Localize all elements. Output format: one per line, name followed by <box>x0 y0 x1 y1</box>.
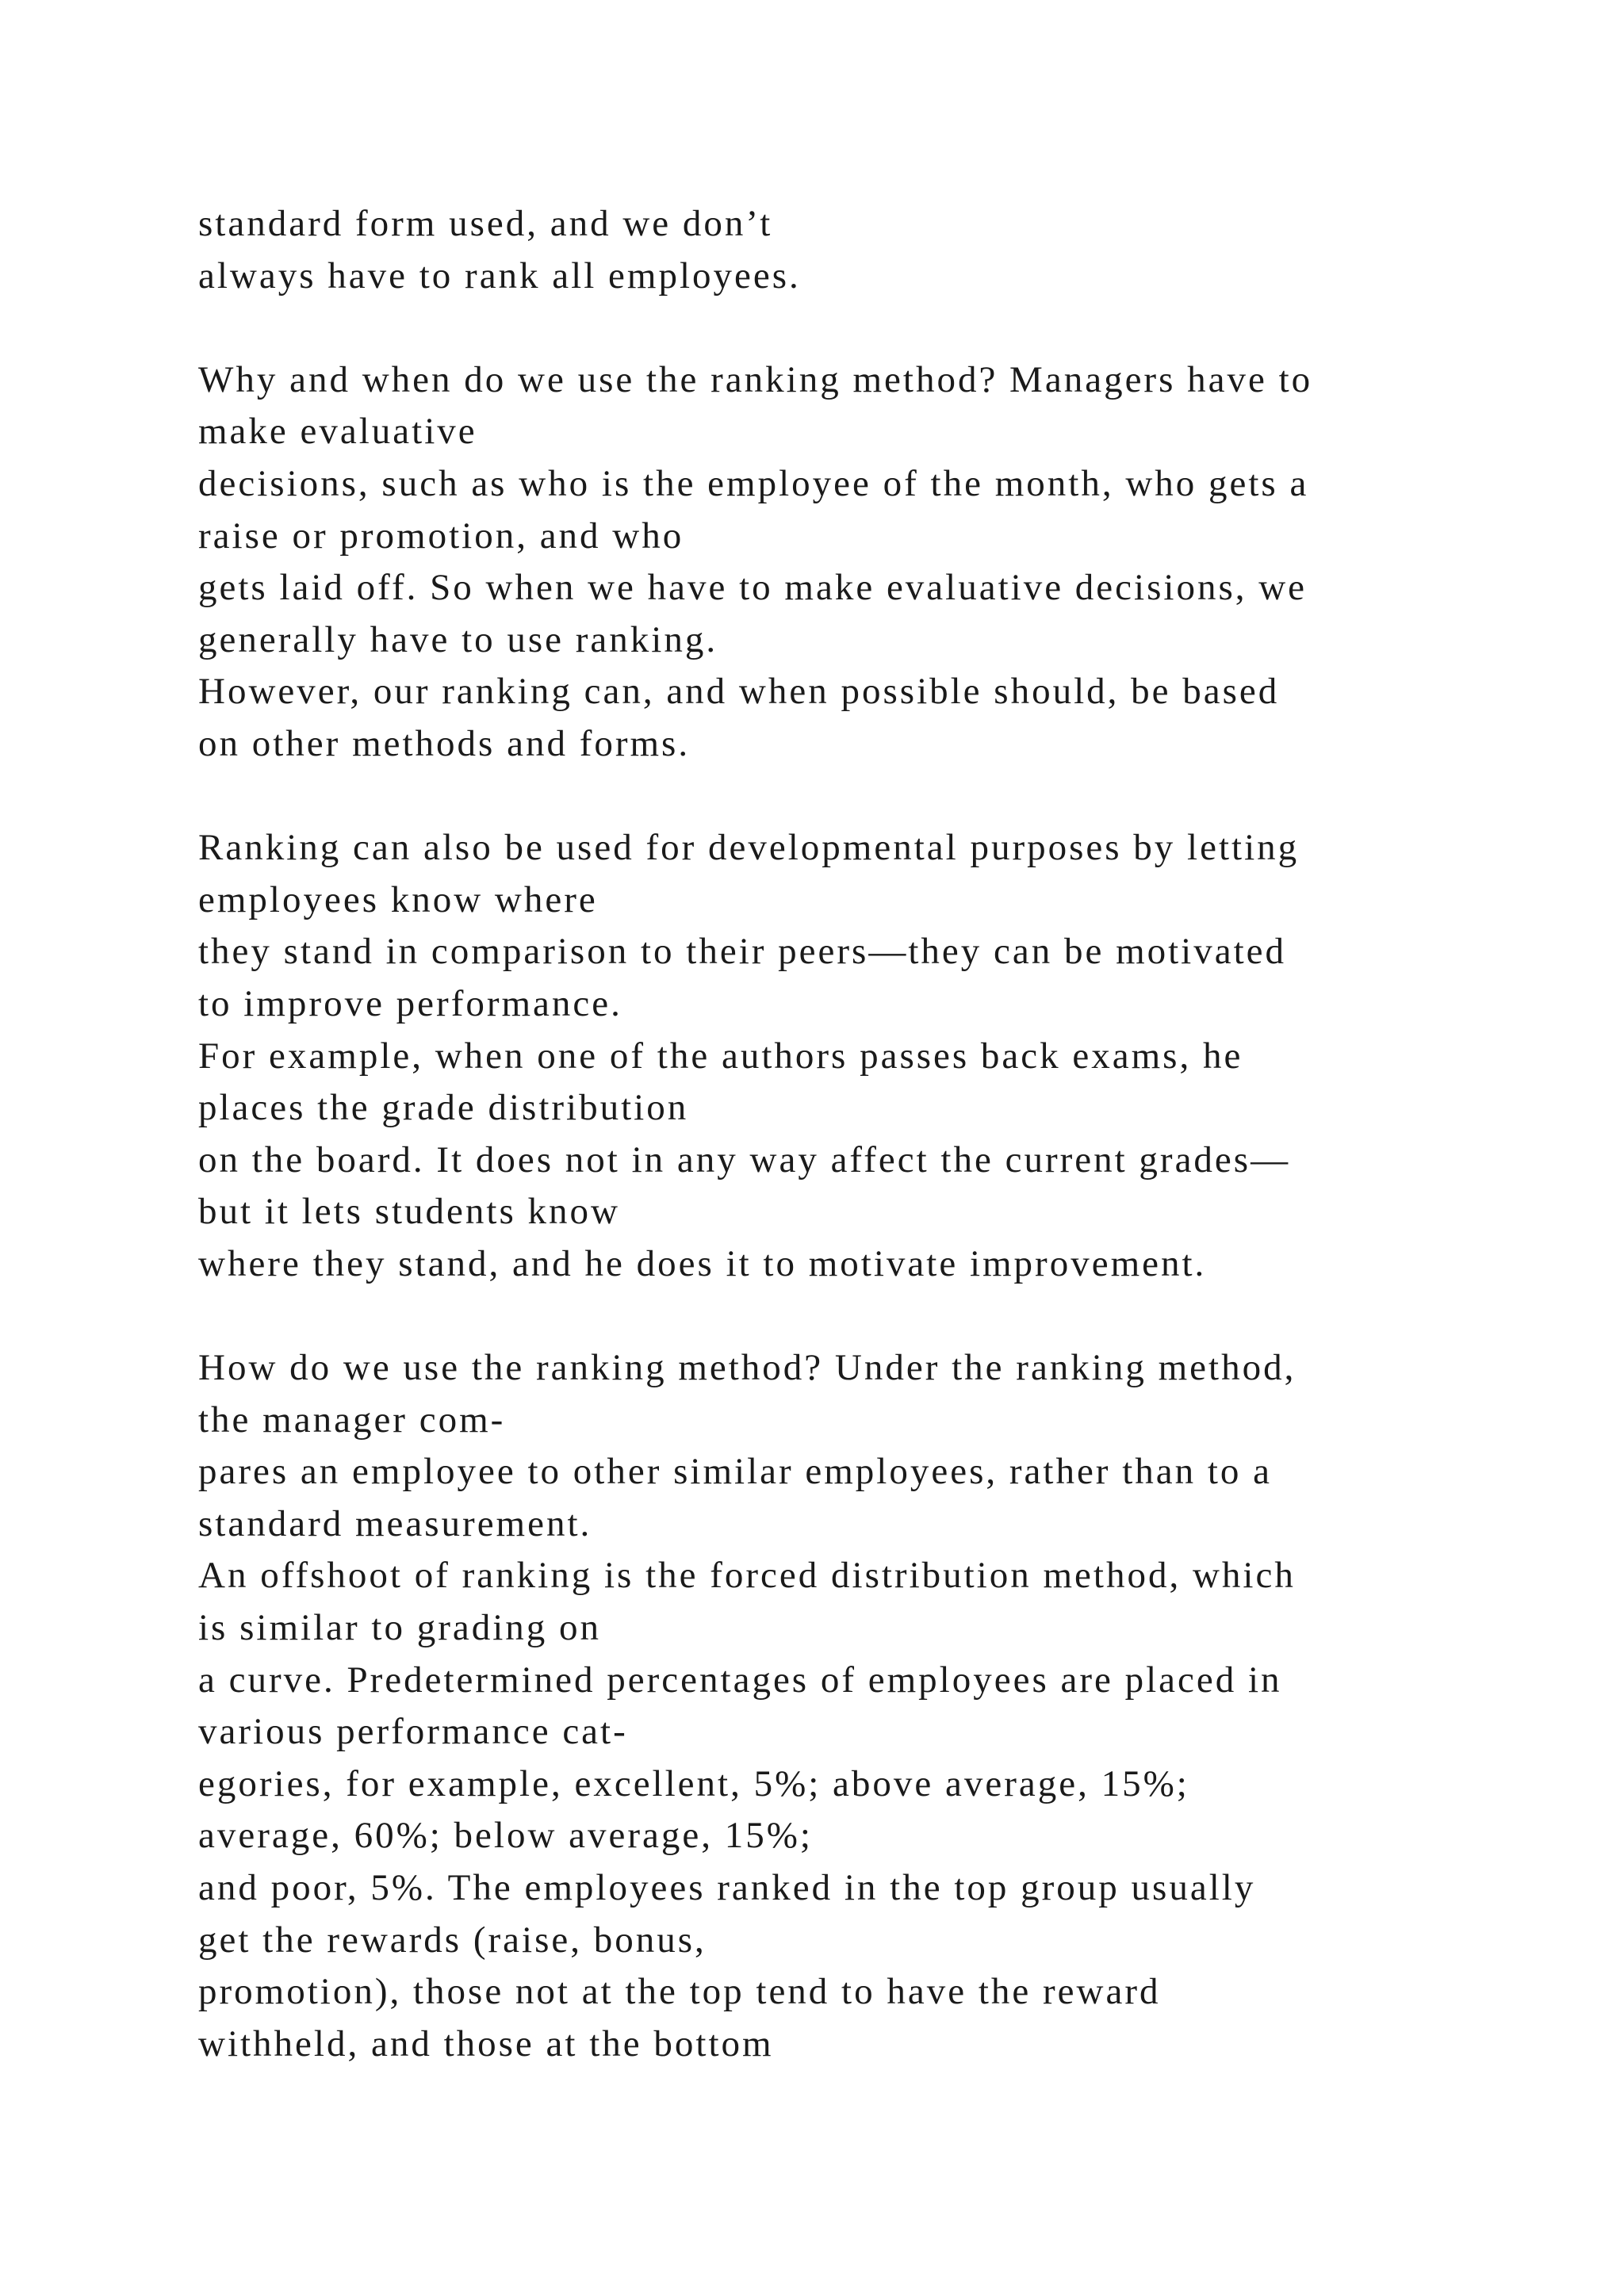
text-line: make evaluative <box>198 411 477 453</box>
text-line: decisions, such as who is the employee of the month, who gets a <box>198 462 1309 504</box>
text-line: Ranking can also be used for developmental purposes by letting <box>198 827 1300 869</box>
text-line: standard measurement. <box>198 1502 592 1544</box>
text-line: they stand in comparison to their peers—they can be motivated <box>198 931 1287 973</box>
body-text <box>198 198 1483 2070</box>
text-line: promotion), those not at the top tend to have the reward <box>198 1971 1161 2013</box>
text-line: generally have to use ranking. <box>198 618 718 660</box>
text-line: where they stand, and he does it to motivate improvement. <box>198 1242 1207 1284</box>
text-line: average, 60%; below average, 15%; <box>198 1815 813 1857</box>
text-line: withheld, and those at the bottom <box>198 2022 774 2064</box>
text-line: How do we use the ranking method? Under the ranking method, <box>198 1347 1297 1389</box>
text-line: gets laid off. So when we have to make evaluative decisions, we <box>198 567 1308 609</box>
text-line: on other methods and forms. <box>198 722 691 764</box>
text-line: pares an employee to other similar employees, rather than to a <box>198 1451 1273 1493</box>
text-line: a curve. Predetermined percentages of employees are placed in <box>198 1659 1282 1701</box>
text-line: Why and when do we use the ranking method? Managers have to <box>198 358 1313 400</box>
blank-line <box>198 302 1483 354</box>
text-line: but it lets students know <box>198 1191 620 1233</box>
text-line: However, our ranking can, and when possible should, be based <box>198 671 1280 713</box>
blank-line <box>198 771 1483 823</box>
text-line: egories, for example, excellent, 5%; above average, 15%; <box>198 1762 1189 1804</box>
blank-line <box>198 1290 1483 1342</box>
text-line: to improve performance. <box>198 982 622 1024</box>
text-line: and poor, 5%. The employees ranked in the top group usually <box>198 1867 1256 1908</box>
text-line: is similar to grading on <box>198 1607 602 1649</box>
text-line: the manager com- <box>198 1399 506 1441</box>
text-line: always have to rank all employees. <box>198 254 801 297</box>
text-line: various performance cat- <box>198 1711 628 1753</box>
text-line: For example, when one of the authors passes back exams, he <box>198 1035 1243 1077</box>
text-line: An offshoot of ranking is the forced distribution method, which <box>198 1555 1296 1597</box>
text-line: raise or promotion, and who <box>198 515 684 557</box>
text-line: places the grade distribution <box>198 1087 689 1129</box>
text-line: employees know where <box>198 878 598 920</box>
text-line: on the board. It does not in any way affect the current grades— <box>198 1138 1291 1181</box>
text-line: get the rewards (raise, bonus, <box>198 1919 707 1961</box>
text-line: standard form used, and we don’t <box>198 203 773 244</box>
